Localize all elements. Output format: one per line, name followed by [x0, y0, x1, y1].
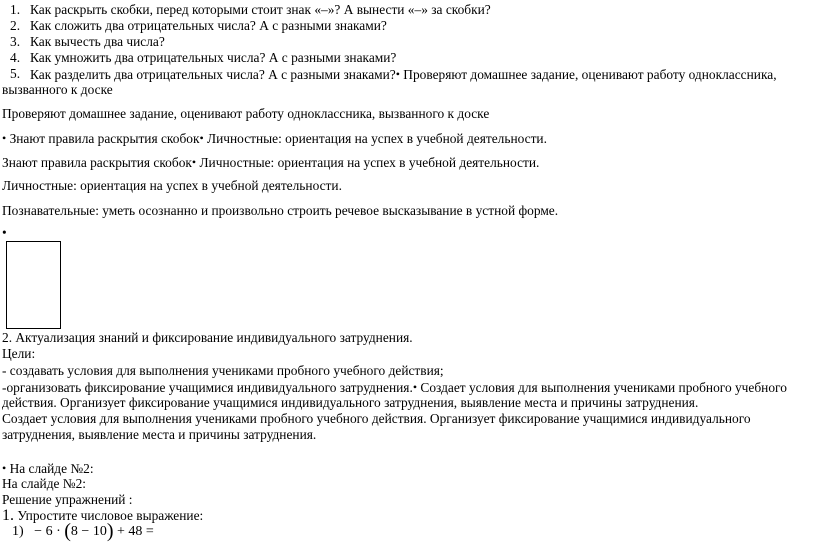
- rules-text: Знают правила раскрытия скобок: [2, 155, 192, 170]
- personal-text: Личностные: ориентация на успех в учебной деятельности.: [207, 131, 547, 146]
- bullet-icon: •: [2, 225, 7, 240]
- task-line: [2, 508, 203, 524]
- personal-text: Личностные: ориентация на успех в учебной деятельности.: [199, 155, 540, 170]
- expr-label: 1): [12, 524, 24, 539]
- slide-line: На слайде №2:: [2, 476, 86, 491]
- bullet-icon: •: [412, 380, 418, 394]
- expr-dot: ·: [56, 524, 61, 539]
- expr-six: 6: [45, 524, 53, 539]
- expr-minus: −: [34, 524, 43, 539]
- empty-frame: [6, 241, 61, 329]
- bullet-icon: •: [191, 155, 197, 169]
- goal-text: -организовать фиксирование учащимися индивидуального затруднения.: [2, 380, 413, 395]
- rules-text: Знают правила раскрытия скобок: [9, 131, 200, 146]
- task-number: 1.: [2, 507, 14, 524]
- slide-text: На слайде №2:: [9, 461, 94, 476]
- bullet-icon: •: [199, 131, 204, 145]
- question-text: Как умножить два отрицательных числа? А с разными знаками?: [30, 50, 397, 65]
- slide-bullet-line: [2, 460, 94, 477]
- teacher-line: Создает условия для выполнения учениками пробного учебного действия. Организует фиксирование учащимися индивидуального: [2, 411, 751, 426]
- goal-item: - создавать условия для выполнения учениками пробного учебного действия;: [2, 363, 444, 378]
- question-number: 4.: [10, 50, 21, 65]
- question-text-row: [30, 66, 777, 83]
- homework-line: Проверяют домашнее задание, оценивают работу одноклассника, вызванного к доске: [2, 106, 490, 121]
- math-expression: [12, 520, 154, 542]
- cognitive-line: Познавательные: уметь осознанно и произвольно строить речевое высказывание в устной форме.: [2, 203, 559, 218]
- question-number: 3.: [10, 34, 21, 49]
- bullet-icon: •: [2, 461, 7, 475]
- left-paren: (: [64, 520, 71, 542]
- rules-personal-line-2: [2, 154, 539, 171]
- question-text: Как разделить два отрицательных числа? А с разными знаками?: [30, 67, 396, 82]
- teacher-line: затруднения, выявление места и причины затруднения.: [2, 427, 317, 442]
- homework-wrap-line: вызванного к доске: [2, 82, 113, 97]
- homework-inline-text: Проверяют домашнее задание, оценивают работу одноклассника,: [403, 67, 777, 82]
- personal-line: Личностные: ориентация на успех в учебной деятельности.: [2, 178, 342, 193]
- goal-wrap-line: действия. Организует фиксирование учащимися индивидуального затруднения, выявление места и причины затруднения.: [2, 395, 699, 410]
- section-title: 2. Актуализация знаний и фиксирование индивидуального затруднения.: [2, 330, 413, 345]
- bullet-icon: •: [2, 131, 7, 145]
- goals-label: Цели:: [2, 346, 36, 361]
- question-text: Как сложить два отрицательных числа? А с разными знаками?: [30, 18, 387, 33]
- task-text: Упростите числовое выражение:: [17, 508, 204, 523]
- question-number: 2.: [10, 18, 21, 33]
- expr-inner: 8 − 10: [70, 524, 107, 539]
- goal-item: [2, 379, 787, 396]
- question-text: Как раскрыть скобки, перед которыми стоит знак «–»? А вынести «–» за скобки?: [30, 2, 491, 17]
- teacher-inline-text: Создает условия для выполнения учениками пробного учебного: [420, 380, 787, 395]
- question-text: Как вычесть два числа?: [30, 34, 165, 49]
- question-number: 1.: [10, 2, 21, 17]
- expr-tail: + 48 =: [117, 524, 154, 539]
- question-number: 5.: [10, 66, 21, 81]
- solution-label: Решение упражнений :: [2, 492, 133, 507]
- bullet-icon: •: [395, 67, 400, 81]
- rules-personal-line: [2, 130, 547, 147]
- right-paren: ): [106, 520, 114, 542]
